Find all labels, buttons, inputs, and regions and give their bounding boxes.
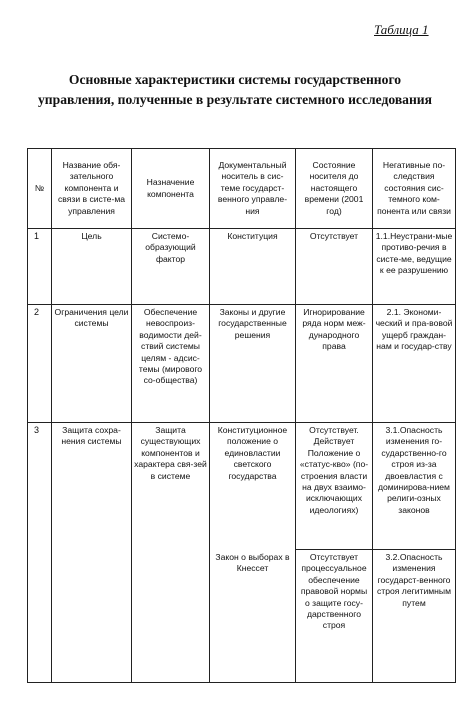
- cell-purpose: Обеспечение невоспроиз-водимости дей-ствий системы целям - адсис-темы (мирового со-общества): [132, 305, 210, 423]
- row-number: 3: [28, 423, 52, 683]
- column-header-component-name: Название обя-зательного компонента и связи в систе-ма управления: [52, 149, 132, 229]
- column-header-document: Документальный носитель в сис-теме государст-венного управле-ния: [210, 149, 296, 229]
- title-line-2: управления, полученные в результате системного исследования: [38, 92, 432, 107]
- cell-state: Игнорирование ряда норм меж-дународного права: [296, 305, 373, 423]
- row-number: 1: [28, 229, 52, 305]
- column-header-purpose: Назначение компонента: [132, 149, 210, 229]
- page-title: [20, 70, 450, 110]
- table-label: Таблица 1: [374, 22, 429, 37]
- cell-consequence: 1.1.Неустрани-мые противо-речия в систе-ме, ведущие к ее разрушению: [373, 229, 456, 305]
- characteristics-table: [27, 148, 456, 683]
- column-header-number: №: [28, 149, 52, 229]
- column-header-consequence: Негативные по-следствия состояния сис-темного ком-понента или связи: [373, 149, 456, 229]
- cell-document: Конституционное положение о единовластии светского государства: [210, 423, 296, 550]
- row-number: 2: [28, 305, 52, 423]
- table-row: [28, 305, 456, 423]
- cell-purpose: Системо-образующий фактор: [132, 229, 210, 305]
- table-row: [28, 229, 456, 305]
- cell-component-name: Цель: [52, 229, 132, 305]
- cell-state: Отсутствует: [296, 229, 373, 305]
- cell-consequence: 3.1.Опасность изменения го-сударственно-го строя из-за двоевластия с доминирова-нием религи-озных законов: [373, 423, 456, 550]
- cell-state: Отсутствует. Действует Положение о «статус-кво» (по-строения власти на двух взаимо-исключающих идеологиях): [296, 423, 373, 550]
- column-header-state: Состояние носителя до настоящего времени (2001 год): [296, 149, 373, 229]
- cell-component-name: Ограничения цели системы: [52, 305, 132, 423]
- title-line-1: Основные характеристики системы государственного: [68, 72, 402, 87]
- table-row: [28, 423, 456, 550]
- cell-component-name: Защита сохра-нения системы: [52, 423, 132, 683]
- cell-consequence: 2.1. Экономи-ческий и пра-вовой ущерб граждан-нам и государ-ству: [373, 305, 456, 423]
- cell-state: Отсутствует процессуальное обеспечение правовой нормы о защите госу-дарственного строя: [296, 550, 373, 683]
- cell-document: Конституция: [210, 229, 296, 305]
- cell-purpose: Защита существующих компонентов и характера свя-зей в системе: [132, 423, 210, 683]
- header-row: [28, 149, 456, 229]
- cell-consequence: 3.2.Опасность изменения государст-венного строя легитимным путем: [373, 550, 456, 683]
- cell-document: Закон о выборах в Кнессет: [210, 550, 296, 683]
- cell-document: Законы и другие государственные решения: [210, 305, 296, 423]
